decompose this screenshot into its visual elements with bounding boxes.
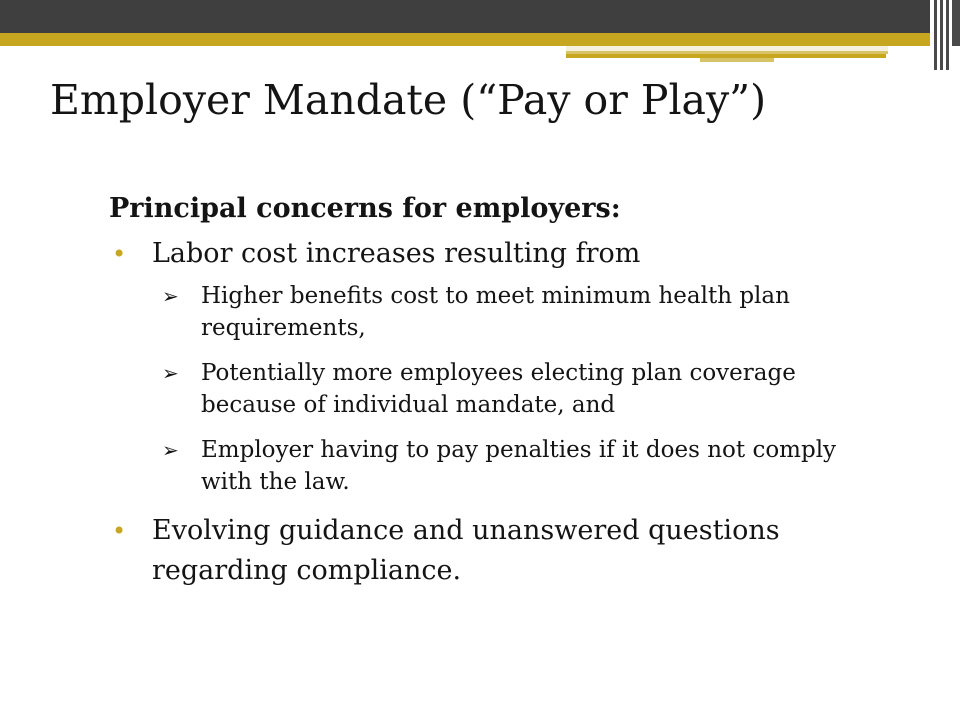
bullet-dot-icon: •	[112, 240, 127, 268]
top-dark-bar	[0, 0, 930, 33]
top-gold-bar	[0, 33, 930, 46]
sub-bullet-text: Potentially more employees electing plan coverage because of individual mandate, and	[201, 360, 796, 418]
edge-stripe	[940, 0, 943, 70]
slide-title: Employer Mandate (“Pay or Play”)	[50, 76, 767, 124]
sub-bullet-item	[100, 357, 880, 421]
content-heading: Principal concerns for employers:	[109, 193, 621, 224]
edge-stripe	[934, 0, 937, 70]
arrow-bullet-icon: ➢	[162, 438, 179, 462]
sub-bullet-list	[100, 280, 880, 498]
bullet-dot-icon: •	[112, 517, 127, 545]
arrow-bullet-icon: ➢	[162, 284, 179, 308]
sub-bullet-text: Employer having to pay penalties if it does not comply with the law.	[201, 437, 837, 495]
sub-bullet-item	[100, 280, 880, 344]
arrow-bullet-icon: ➢	[162, 361, 179, 385]
bullet-text: Labor cost increases resulting from	[152, 238, 641, 269]
bullet-text: Evolving guidance and unanswered questions regarding compliance.	[152, 515, 780, 586]
top-accent-line	[566, 46, 888, 54]
sub-bullet-item	[100, 434, 880, 498]
sub-bullet-text: Higher benefits cost to meet minimum health plan requirements,	[201, 283, 790, 341]
edge-stripe	[952, 0, 960, 46]
top-gold-end-bar	[700, 58, 774, 62]
slide-content	[100, 193, 880, 597]
bullet-item	[100, 511, 880, 591]
edge-stripe	[946, 0, 949, 70]
bullet-item	[100, 234, 880, 274]
